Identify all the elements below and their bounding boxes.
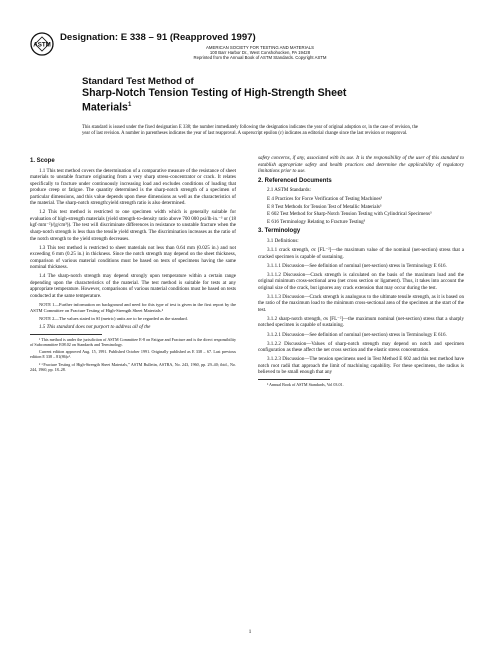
- paragraph-1-3: 1.3 This test method is restricted to sheet materials not less than 0.64 mm (0.025 in.) and not exceeding 6 mm (0.25 in.) in thickness. Since the notch strength may depend on the sheet thickness, comparison of various material conditions must be based on tests of specimens having the same nominal thickness.: [30, 244, 236, 271]
- discussion-3-1-2-3: 3.1.2.3 Discussion—The tension specimens used in Test Method E 602 and this test method have notch root radii that approach the limit of machining capability. For these specimens, the radius is believed to be small enough that any: [258, 356, 464, 376]
- discussion-3-1-1-1: 3.1.1.1 Discussion—See definition of nominal (net-section) stress in Terminology E 616.: [267, 262, 447, 269]
- document-title: [82, 76, 422, 114]
- title-line-3: Materials$^1$: [82, 101, 132, 114]
- footnote-divider: [258, 379, 330, 380]
- publisher-line: 100 Barr Harbor Dr., West Conshohocken, PA 19428: [209, 50, 311, 56]
- paragraph-1-5: 1.5 This standard does not purport to address all of the: [39, 324, 151, 331]
- discussion-3-1-2-1: 3.1.2.1 Discussion—See definition of nominal (net-section) stress in Terminology E 616.: [267, 331, 447, 338]
- footnote-3: ³ Annual Book of ASTM Standards, Vol 03.01.: [267, 381, 344, 387]
- title-line-1: Standard Test Method of: [82, 76, 194, 87]
- definitions-label: 3.1 Definitions:: [267, 237, 299, 244]
- paragraph-1-5-continued: safety concerns, if any, associated with its use. It is the responsibility of the user of this standard to establish appropriate safety and health practices and determine the applicability of regulatory limitations prior to use.: [258, 155, 464, 175]
- paragraph-1-4: 1.4 The sharp-notch strength may depend strongly upon temperature within a certain range depending upon the characteristics of the material. The test method is suitable for tests at any appropriate temperature. However, comparisons of various material conditions must be based on tests conducted at the same temperature.: [30, 273, 236, 299]
- title-footnote-marker: 1: [127, 102, 132, 108]
- publisher-line: AMERICAN SOCIETY FOR TESTING AND MATERIALS: [206, 45, 314, 50]
- definition-3-1-2: 3.1.2 sharp-notch strength, σs [FL⁻²]—the maximum nominal (net-section) stress that a sharply notched specimen is capable of sustaining.: [258, 315, 464, 329]
- reference-item: E 4 Practices for Force Verification of Testing Machines³: [267, 196, 383, 203]
- note-1: NOTE 1—Further information on background and need for this type of test is given in the first report by the ASTM Committee on Fracture Testing of High-Strength Sheet Materials.²: [30, 301, 236, 313]
- standard-intro-note: This standard is issued under the fixed designation E 338; the number immediately following the designation indicates the year of original adoption or, in the case of revision, the year of last revision. A number in parentheses indicates the year of last reapproval. A superscript epsilon (ε) indicates an editorial change since the last revision or reapproval.: [82, 125, 418, 137]
- discussion-3-1-1-3: 3.1.1.3 Discussion—Crack strength is analogous to the ultimate tensile strength, as it is based on the ratio of the maximum load to the minimum cross-sectional area of the specimen at the start of the test.: [258, 293, 464, 313]
- footnote-divider: [30, 334, 102, 335]
- note-2: NOTE 2—The values stated in SI (metric) units are to be regarded as the standard.: [39, 315, 188, 321]
- paragraph-1-2: 1.2 This test method is restricted to one specimen width which is generally suitable for evaluation of high-strength materials (yield strength-to-density ratio above 700 000 psi/lb·in.⁻³ or (18 kgf·mm⁻²)/(g/cm³)). The test will discriminate differences in resistance to unstable fracture when the sharp-notch strength is less than the tensile yield strength. The discrimination increases as the ratio of the notch strength to the yield strength decreases.: [30, 209, 236, 242]
- discussion-3-1-2-2: 3.1.2.2 Discussion—Values of sharp-notch strength may depend on notch and specimen configuration as these affect the net cross section and the elastic stress concentration.: [258, 340, 464, 354]
- reference-item: E 616 Terminology Relating to Fracture Testing³: [267, 218, 366, 225]
- discussion-3-1-1-2: 3.1.1.2 Discussion—Crack strength is calculated on the basis of the maximum load and the original minimum cross-sectional area (net cross section or ligament). Thus, it takes into account the original size of the crack, but ignores any crack extension that may occur during the test.: [258, 271, 464, 291]
- footnote-1-edition: Current edition approved Aug. 15, 1991. Published October 1991. Originally published as E 338 – 67. Last previous edition E 338 – 81(86)ε¹.: [30, 349, 236, 360]
- paragraph-1-1: 1.1 This test method covers the determination of a comparative measure of the resistance of sheet materials to unstable fracture originating from a very sharp stress-concentrator or crack. It relates specifically to fracture under continuously increasing load and excludes conditions of loading that produce creep or fatigue. The quantity determined is the sharp-notch strength of a specimen of particular dimensions, and this value depends upon these dimensions as well as the characteristics of the material. The sharp-notch strength:yield strength ratio is also determined.: [30, 167, 236, 207]
- title-line-2: Sharp-Notch Tension Testing of High-Strength Sheet: [82, 87, 347, 99]
- terminology-heading: 3. Terminology: [258, 228, 301, 235]
- svg-text:ASTM: ASTM: [33, 41, 51, 49]
- publisher-line: Reprinted from the Annual Book of ASTM Standards. Copyright ASTM: [193, 55, 327, 61]
- reference-item: E 8 Test Methods for Tension Test of Metallic Materials³: [267, 203, 382, 210]
- left-column: [30, 155, 236, 375]
- right-column: [258, 155, 464, 389]
- referenced-documents-heading: 2. Referenced Documents: [258, 177, 332, 184]
- astm-standards-label: 2.1 ASTM Standards:: [267, 187, 311, 194]
- page-number: 1: [248, 629, 252, 635]
- designation: Designation: E 338 – 91 (Reapproved 1997): [60, 32, 256, 43]
- footnote-1: ¹ This method is under the jurisdiction of ASTM Committee E-8 on Fatigue and Fracture and is the direct responsibility of Subcommittee E08.02 on Standards and Terminology.: [30, 336, 236, 347]
- footnote-2: ² “Fracture Testing of High-Strength Sheet Materials,” ASTM Bulletin, ASTBA, No. 243, 1960, pp. 29–40; ibid., No. 244, 1960, pp. 18–28.: [30, 361, 236, 373]
- definition-3-1-1: 3.1.1 crack strength, σc [FL⁻²]—the maximum value of the nominal (net-section) stress that a cracked specimen is capable of sustaining.: [258, 247, 464, 260]
- astm-logo: [30, 32, 54, 56]
- scope-heading: 1. Scope: [30, 158, 55, 164]
- publisher-block: [100, 45, 420, 61]
- reference-item: E 602 Test Method for Sharp-Notch Tension Testing with Cylindrical Specimens³: [267, 211, 432, 218]
